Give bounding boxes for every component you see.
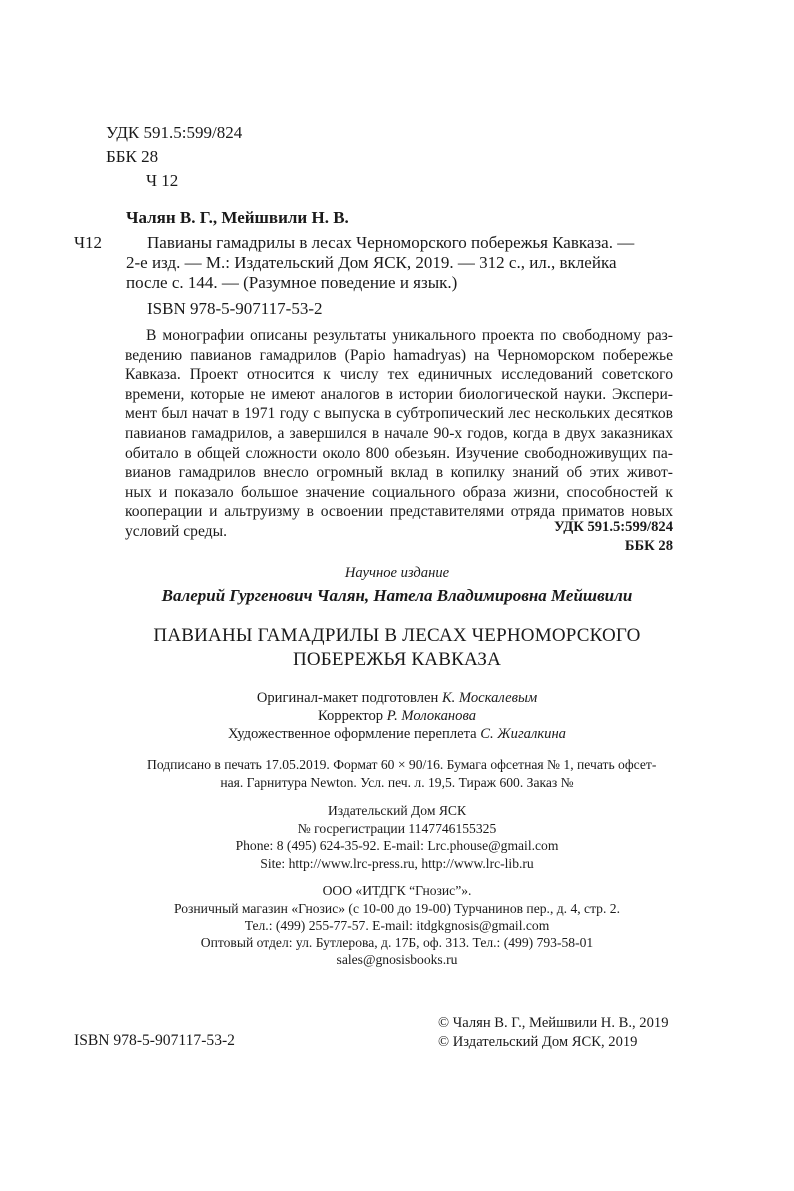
book-title-line: ПОБЕРЕЖЬЯ КАВКАЗА: [292, 649, 502, 670]
print-info-line: Подписано в печать 17.05.2019. Формат 60 × 90/16. Бумага офсетная № 1, печать офсет-: [147, 757, 657, 772]
abstract: [125, 326, 673, 542]
catalog-description-line: 2-е изд. — М.: Издательский Дом ЯСК, 2019. — 312 с., ил., вклейка: [126, 253, 617, 272]
abstract-line: обитало в общей сложности около 800 обезьян. Изучение свободноживущих па-: [125, 444, 673, 462]
credit-person: Р. Молоканова: [386, 708, 476, 724]
abstract-line: мент был начат в 1971 году с выпуска в субтропический лес нескольких десятков: [125, 405, 673, 423]
bbk-code: ББК 28: [106, 147, 159, 166]
abstract-line: ведению павианов гамадрилов (Papio hamadryas) на Черноморском побережье: [125, 346, 673, 364]
credit-proofreader: [0, 707, 794, 725]
book-title-line: ПАВИАНЫ ГАМАДРИЛЫ В ЛЕСАХ ЧЕРНОМОРСКОГО: [153, 625, 641, 646]
catalog-authors: Чалян В. Г., Мейшвили Н. В.: [126, 208, 349, 227]
catalog-side-mark: Ч12: [74, 233, 103, 252]
abstract-line: кооперации и альтруизму в освоении представителями отряда приматов новых: [125, 503, 673, 521]
credit-role: Оригинал-макет подготовлен: [256, 690, 442, 706]
abstract-line: В монографии описаны результаты уникального проекта по свободному раз-: [146, 327, 673, 344]
book-title: [0, 624, 794, 672]
footer-isbn: ISBN 978-5-907117-53-2: [74, 1032, 235, 1049]
abstract-line: вианов гамадрилов внесло огромный вклад в копилку знаний об этих живот-: [125, 464, 673, 482]
publisher-sites: Site: http://www.lrc-press.ru, http://www.lrc-lib.ru: [260, 856, 534, 871]
catalog-isbn: ISBN 978-5-907117-53-2: [147, 299, 323, 318]
copyright-publisher: © Издательский Дом ЯСК, 2019: [438, 1034, 638, 1050]
udk-code-bottom: УДК 591.5:599/824: [553, 519, 673, 535]
distributor-email: sales@gnosisbooks.ru: [336, 952, 458, 967]
publisher-registration: № госрегистрации 1147746155325: [297, 821, 497, 836]
catalog-description-line: Павианы гамадрилы в лесах Черноморского побережья Кавказа. —: [147, 233, 635, 252]
abstract-line: павианов гамадрилов, а завершился в начале 90-х годов, когда в двух заказниках: [125, 424, 673, 442]
abstract-line: ных и показало большое значение социального образа жизни, способностей к: [125, 483, 673, 501]
print-info-line: ная. Гарнитура Newton. Усл. печ. л. 19,5. Тираж 600. Заказ №: [220, 775, 574, 790]
edition-type: Научное издание: [344, 565, 450, 581]
distributor-retail: Розничный магазин «Гнозис» (с 10-00 до 19-00) Турчанинов пер., д. 4, стр. 2.: [174, 901, 620, 916]
udk-code: УДК 591.5:599/824: [106, 123, 243, 142]
copyright-authors: © Чалян В. Г., Мейшвили Н. В., 2019: [438, 1015, 669, 1031]
distributor-wholesale: Оптовый отдел: ул. Бутлерова, д. 17Б, оф. 313. Тел.: (499) 793-58-01: [200, 935, 594, 950]
publisher-name: Издательский Дом ЯСК: [327, 803, 467, 818]
catalog-description-line: после с. 144. — (Разумное поведение и язык.): [126, 273, 458, 292]
abstract-line: Кавказа. Проект относится к числу тех единичных исследований советского: [125, 366, 673, 384]
abstract-line: условий среды.: [125, 522, 227, 540]
abstract-line: времени, которые не имеют аналогов в истории биологической науки. Экспери-: [125, 385, 673, 403]
credit-person: С. Жигалкина: [480, 726, 566, 742]
credit-role: Художественное оформление переплета: [228, 726, 481, 742]
distributor-phone: Тел.: (499) 255-77-57. E-mail: itdgkgnosis@gmail.com: [244, 918, 550, 933]
credit-person: К. Москалевым: [441, 690, 538, 706]
bbk-code-bottom: ББК 28: [624, 538, 673, 554]
full-authors: Валерий Гургенович Чалян, Натела Владимировна Мейшвили: [161, 586, 633, 605]
credit-cover-design: [0, 725, 794, 743]
author-mark: Ч 12: [146, 171, 179, 190]
distributor-name: ООО «ИТДГК “Гнозис”».: [322, 883, 472, 898]
credit-layout: [0, 689, 794, 707]
credit-role: Корректор: [317, 708, 387, 724]
publisher-contacts: Phone: 8 (495) 624-35-92. E-mail: Lrc.phouse@gmail.com: [235, 838, 559, 853]
